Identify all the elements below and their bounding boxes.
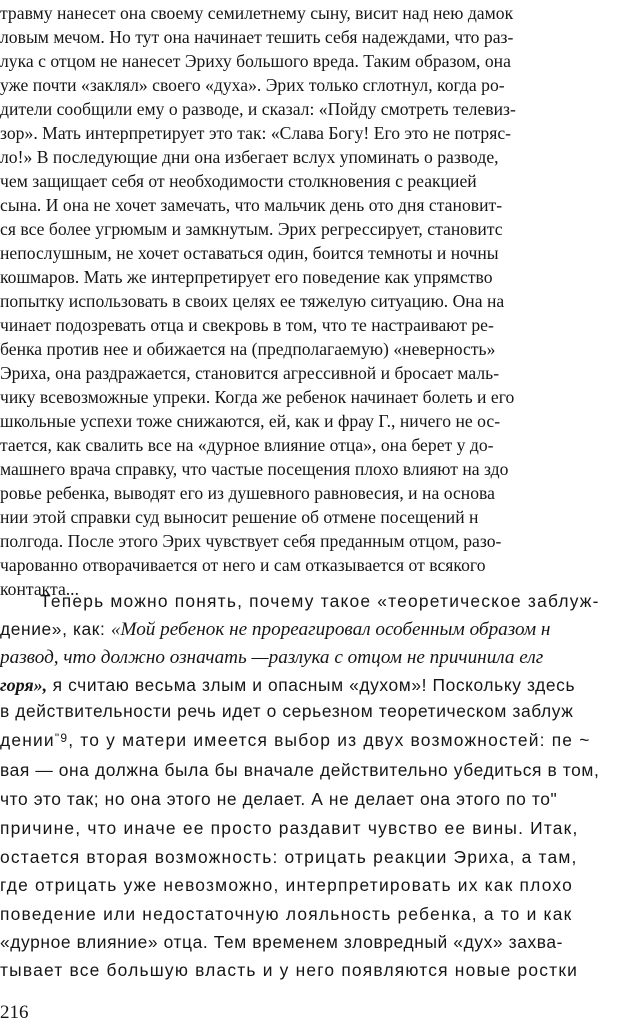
text-line: тывает все большую власть и у него появляются новые ростки <box>0 960 579 980</box>
text-line: в действительности речь идет о серьезном теоретическом заблуж <box>0 701 574 721</box>
text-line <box>0 672 575 699</box>
text-line: Теперь можно понять, почему такое «теоретическое заблуж- <box>40 591 600 611</box>
text-line: ловым мечом. Но тут она начинает тешить себя надеждами, что раз- <box>0 27 514 47</box>
text-line: где отрицать уже невозможно, интерпретировать их как плохо <box>0 875 573 895</box>
text-line: полгода. После этого Эрих чувствует себя преданным отцом, разо- <box>0 531 502 551</box>
text-line: ровье ребенка, выводят его из душевного равновесия, и на основа <box>0 483 495 503</box>
text-line <box>0 616 550 643</box>
text-line: контакта... <box>0 579 80 599</box>
text-line: попытку использовать в своих целях ее тяжелую ситуацию. Она на <box>0 291 505 311</box>
text-line: сына. И она не хочет замечать, что мальчик день ото дня становит- <box>0 195 503 215</box>
text-line <box>0 727 591 754</box>
text-line: уже почти «заклял» своего «духа». Эрих только сглотнул, когда ро- <box>0 75 505 95</box>
text-line: бенка против нее и обижается на (предполагаемую) «неверность» <box>0 339 496 359</box>
text-line: непослушным, не хочет оставаться один, боится темноты и ночны <box>0 243 499 263</box>
text-line: остается вторая возможность: отрицать реакции Эриха, а там, <box>0 847 578 867</box>
text-span: елг <box>514 647 544 668</box>
text-line: поведение или недостаточную лояльность ребенка, а то и как <box>0 904 573 924</box>
emphasized-quote: развод, что должно означать —разлука с отцом не причинила <box>0 647 515 668</box>
text-line: кошмаров. Мать же интерпретирует его поведение как упрямство <box>0 267 493 287</box>
text-line: вая — она должна была бы вначале действительно убедиться в том, <box>0 760 600 780</box>
text-line: дители сообщили ему о разводе, и сказал: «Пойду смотреть телевиз- <box>0 99 516 119</box>
text-line: зор». Мать интерпретирует это так: «Слава Богу! Его это не потряс- <box>0 123 512 143</box>
text-line: машнего врача справку, что частые посещения плохо влияют на здо <box>0 459 509 479</box>
text-line: что это так; но она этого не делает. А не делает она этого по то" <box>0 789 558 809</box>
text-span: я считаю весьма злым и опасным «духом»! Поскольку здесь <box>47 675 576 695</box>
text-line: травму нанесет она своему семилетнему сыну, висит над нею дамок <box>0 3 514 23</box>
emphasized-quote: «Мой ребенок не прореагировал особенным образом н <box>110 619 551 640</box>
text-line: чем защищает себя от необходимости столкновения с реакцией <box>0 171 477 191</box>
footnote-marker: "9 <box>54 731 69 745</box>
text-line: ло!» В последующие дни она избегает вслух упоминать о разводе, <box>0 147 499 167</box>
text-line: причине, что иначе ее просто раздавит чувство ее вины. Итак, <box>0 818 579 838</box>
text-line <box>0 644 543 671</box>
text-span: , то у матери имеется выбор из двух возможностей: пе ~ <box>68 730 591 750</box>
text-span: дении <box>0 730 55 750</box>
page-number: 216 <box>0 1002 29 1023</box>
text-line: Эриха, она раздражается, становится агрессивной и бросает маль- <box>0 363 500 383</box>
emphasized-quote: горя», <box>0 675 48 695</box>
text-line: тается, как свалить все на «дурное влияние отца», она берет у до- <box>0 435 494 455</box>
text-line: школьные успехи тоже снижаются, ей, как и фрау Г., ничего не ос- <box>0 411 501 431</box>
text-line: ся все более угрюмым и замкнутым. Эрих регрессирует, становитс <box>0 219 503 239</box>
text-line: нии этой справки суд выносит решение об отмене посещений н <box>0 507 479 527</box>
text-line: чинает подозревать отца и свекровь в том, что те настраивают ре- <box>0 315 494 335</box>
text-line: «дурное влияние» отца. Тем временем зловредный «дух» захва- <box>0 932 564 952</box>
text-span: дение», как: <box>0 619 111 639</box>
text-line: чарованно отворачивается от него и сам отказывается от всякого <box>0 555 486 575</box>
text-line: лука с отцом не нанесет Эриху большого вреда. Таким образом, она <box>0 51 511 71</box>
text-line: чику всевозможные упреки. Когда же ребенок начинает болеть и его <box>0 387 515 407</box>
